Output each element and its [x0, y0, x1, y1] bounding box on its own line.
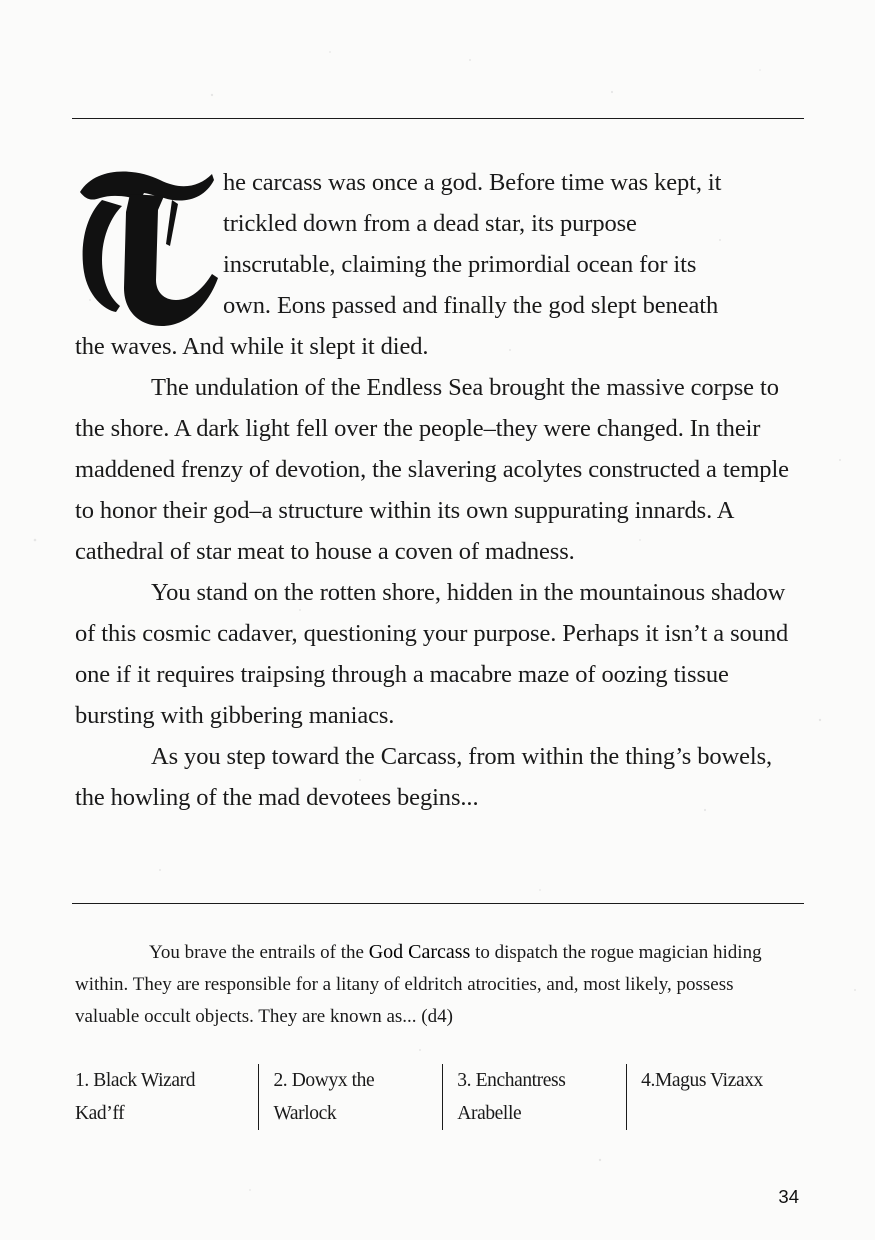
paragraph-1-line-1: he carcass was once a god. Before time was kept, it	[223, 169, 722, 196]
page-number: 34	[778, 1186, 799, 1207]
paragraph-4: As you step toward the Carcass, from within the thing’s bowels, the howling of the mad devotees begins...	[75, 743, 773, 811]
paragraph-2: The undulation of the Endless Sea brought the massive corpse to the shore. A dark light fell over the people–they were changed. In their maddened frenzy of devotion, the slavering acolytes constructed a temple to honor their god–a structure within its own suppurating innards. A cathedral of star meat to house a coven of madness.	[75, 374, 789, 565]
section-divider	[72, 903, 804, 904]
option-3-line-2: Arabelle	[457, 1103, 522, 1124]
option-2	[258, 1064, 442, 1130]
option-3	[442, 1064, 626, 1130]
paragraph-1-line-4: own. Eons passed and finally the god slept beneath	[223, 292, 719, 319]
intro-before: You brave the entrails of the	[149, 942, 369, 963]
narrative-text	[75, 162, 805, 818]
paragraph-1-line-5: the waves. And while it slept it died.	[75, 333, 429, 360]
intro-highlight: God Carcass	[368, 941, 471, 963]
option-2-line-2: Warlock	[273, 1103, 337, 1124]
intro-after: to dispatch the rogue magician hiding within. They are responsible for a litany of eldritch atrocities, and, most likely, possess valuable occult objects. They are known as... (d4)	[75, 942, 762, 1027]
paragraph-3: You stand on the rotten shore, hidden in the mountainous shadow of this cosmic cadaver, questioning your purpose. Perhaps it isn’t a sound one if it requires traipsing through a macabre maze of oozing tissue bursting with gibbering maniacs.	[75, 579, 789, 729]
option-3-line-1: 3. Enchantress	[457, 1070, 566, 1091]
option-4-line-1: 4.Magus Vizaxx	[641, 1070, 763, 1091]
paragraph-1-line-2: trickled down from a dead star, its purpose	[223, 210, 637, 237]
paragraph-1	[75, 162, 805, 367]
paragraph-1-line-3: inscrutable, claiming the primordial ocean for its	[223, 251, 697, 278]
top-divider	[72, 118, 804, 119]
option-1-line-2: Kad’ff	[75, 1103, 125, 1124]
intro-paragraph	[75, 936, 795, 1033]
option-4	[626, 1064, 810, 1130]
option-1-line-1: 1. Black Wizard	[75, 1070, 196, 1091]
option-2-line-1: 2. Dowyx the	[273, 1070, 375, 1091]
d4-options-table	[75, 1064, 810, 1130]
option-1	[75, 1064, 258, 1130]
